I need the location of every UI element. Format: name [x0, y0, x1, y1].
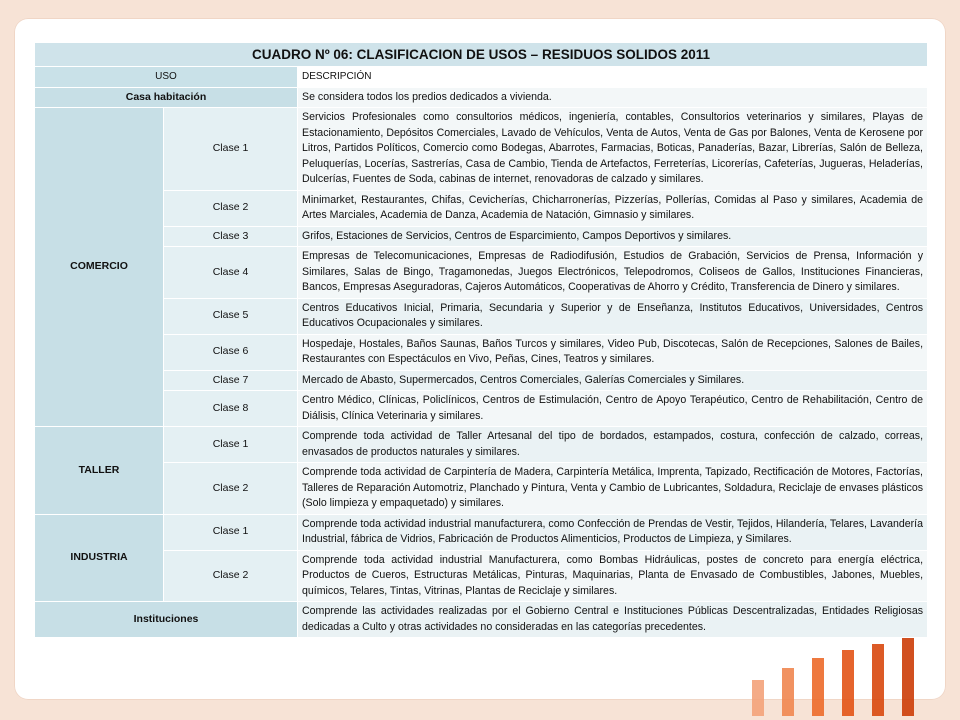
table-row [35, 334, 928, 370]
class-label: Clase 2 [164, 463, 298, 515]
table-row [35, 247, 928, 299]
class-label: Clase 6 [164, 334, 298, 370]
category-label: Instituciones [35, 602, 298, 638]
header-row [35, 67, 928, 88]
table-row [35, 427, 928, 463]
decorative-bars [752, 636, 932, 716]
header-uso: USO [35, 67, 298, 88]
row-description: Comprende toda actividad industrial manufacturera, como Confección de Prendas de Vestir, Tejidos, Hilandería, Telares, Lavandería Industrial, fábrica de Vidrios, Fabricación de Productos Alimenticios, Productos de Limpieza, y Similares. [298, 514, 928, 550]
table-row [35, 87, 928, 108]
class-label: Clase 1 [164, 427, 298, 463]
table-row [35, 391, 928, 427]
class-label: Clase 3 [164, 226, 298, 247]
title-row [35, 43, 928, 67]
class-label: Clase 7 [164, 370, 298, 391]
table-row [35, 514, 928, 550]
class-label: Clase 5 [164, 298, 298, 334]
class-label: Clase 1 [164, 108, 298, 191]
classification-table [34, 42, 928, 638]
category-label: TALLER [35, 427, 164, 515]
table-row [35, 190, 928, 226]
class-label: Clase 1 [164, 514, 298, 550]
row-description: Minimarket, Restaurantes, Chifas, Cevicherías, Chicharronerías, Pizzerías, Pollerías, Comidas al Paso y similares, Academia de Artes Marciales, Academia de Danza, Academia de Natación, Gimnasio y similares. [298, 190, 928, 226]
category-label: COMERCIO [35, 108, 164, 427]
row-description: Comprende toda actividad de Carpintería de Madera, Carpintería Metálica, Imprenta, Tapizado, Rectificación de Motores, Factorías, Talleres de Reparación Automotriz, Planchado y Pintura, Venta y Cambio de Lubricantes, Soldadura, Reciclaje de envases plásticos (Solo limpieza y empaquetado) y similares. [298, 463, 928, 515]
class-label: Clase 8 [164, 391, 298, 427]
row-description: Comprende las actividades realizadas por el Gobierno Central e Instituciones Públicas Descentralizadas, Entidades Religiosas dedicadas a Culto y otras actividades no consideradas en las categorías precedentes. [298, 602, 928, 638]
table-row [35, 108, 928, 191]
table-title: CUADRO Nº 06: CLASIFICACION DE USOS – RESIDUOS SOLIDOS 2011 [35, 43, 928, 67]
table-row [35, 226, 928, 247]
row-description: Centro Médico, Clínicas, Policlínicos, Centros de Estimulación, Centro de Apoyo Terapéutico, Centro de Rehabilitación, Centro de Diálisis, Clínica Veterinaria y similares. [298, 391, 928, 427]
class-label: Clase 4 [164, 247, 298, 299]
category-label: INDUSTRIA [35, 514, 164, 602]
row-description: Empresas de Telecomunicaciones, Empresas de Radiodifusión, Estudios de Grabación, Servicios de Prensa, Información y Similares, Salas de Bingo, Tragamonedas, Juegos Electrónicos, Telepodromos, Coliseos de Gallos, Instituciones Financieras, Bancos, Empresas Aseguradoras, Cajeros Automáticos, Cooperativas de Ahorro y Crédito, Transferencia de Dinero y similares. [298, 247, 928, 299]
row-description: Hospedaje, Hostales, Baños Saunas, Baños Turcos y similares, Video Pub, Discotecas, Salón de Recepciones, Salones de Bailes, Restaurantes con Espectáculos en Vivo, Peñas, Cines, Teatros y similares. [298, 334, 928, 370]
row-description: Mercado de Abasto, Supermercados, Centros Comerciales, Galerías Comerciales y Similares. [298, 370, 928, 391]
header-descripcion: DESCRIPCIÓN [298, 67, 928, 88]
table-row [35, 550, 928, 602]
row-description: Comprende toda actividad de Taller Artesanal del tipo de bordados, estampados, costura, confección de calzado, correas, envasados de productos naturales y similares. [298, 427, 928, 463]
category-label: Casa habitación [35, 87, 298, 108]
row-description: Servicios Profesionales como consultorios médicos, ingeniería, contables, Consultorios veterinarios y similares, Playas de Estacionamiento, Depósitos Comerciales, Lavado de Vehículos, Venta de Autos, Venta de Gas por Balones, Venta de Kerosene por Litros, Partidos Políticos, Comercio como Bodegas, Abarrotes, Farmacias, Boticas, Panaderías, Bazar, Librerías, Salón de Belleza, Peluquerías, Locerías, Sastrerías, Casa de Cambio, Tienda de Artefactos, Ferreterías, Licorerías, Cafeterías, Jugueras, Heladerías, Dulcerías, Fuentes de Soda, cabinas de internet, renovadoras de calzado y similares. [298, 108, 928, 191]
table-row [35, 602, 928, 638]
table-row [35, 298, 928, 334]
row-description: Comprende toda actividad industrial Manufacturera, como Bombas Hidráulicas, postes de concreto para energía eléctrica, Productos de Cueros, Estructuras Metálicas, Pinturas, Maquinarias, Planta de Envasado de Combustibles, Jabones, Muebles, químicos, Telares, Tintas, Vitrinas, Plantas de Reciclaje y similares. [298, 550, 928, 602]
table-row [35, 370, 928, 391]
row-description: Grifos, Estaciones de Servicios, Centros de Esparcimiento, Campos Deportivos y similares. [298, 226, 928, 247]
table-row [35, 463, 928, 515]
class-label: Clase 2 [164, 190, 298, 226]
row-description: Centros Educativos Inicial, Primaria, Secundaria y Superior y de Enseñanza, Institutos Educativos, Universidades, Centros Educativos Ocupacionales y similares. [298, 298, 928, 334]
row-description: Se considera todos los predios dedicados a vivienda. [298, 87, 928, 108]
class-label: Clase 2 [164, 550, 298, 602]
